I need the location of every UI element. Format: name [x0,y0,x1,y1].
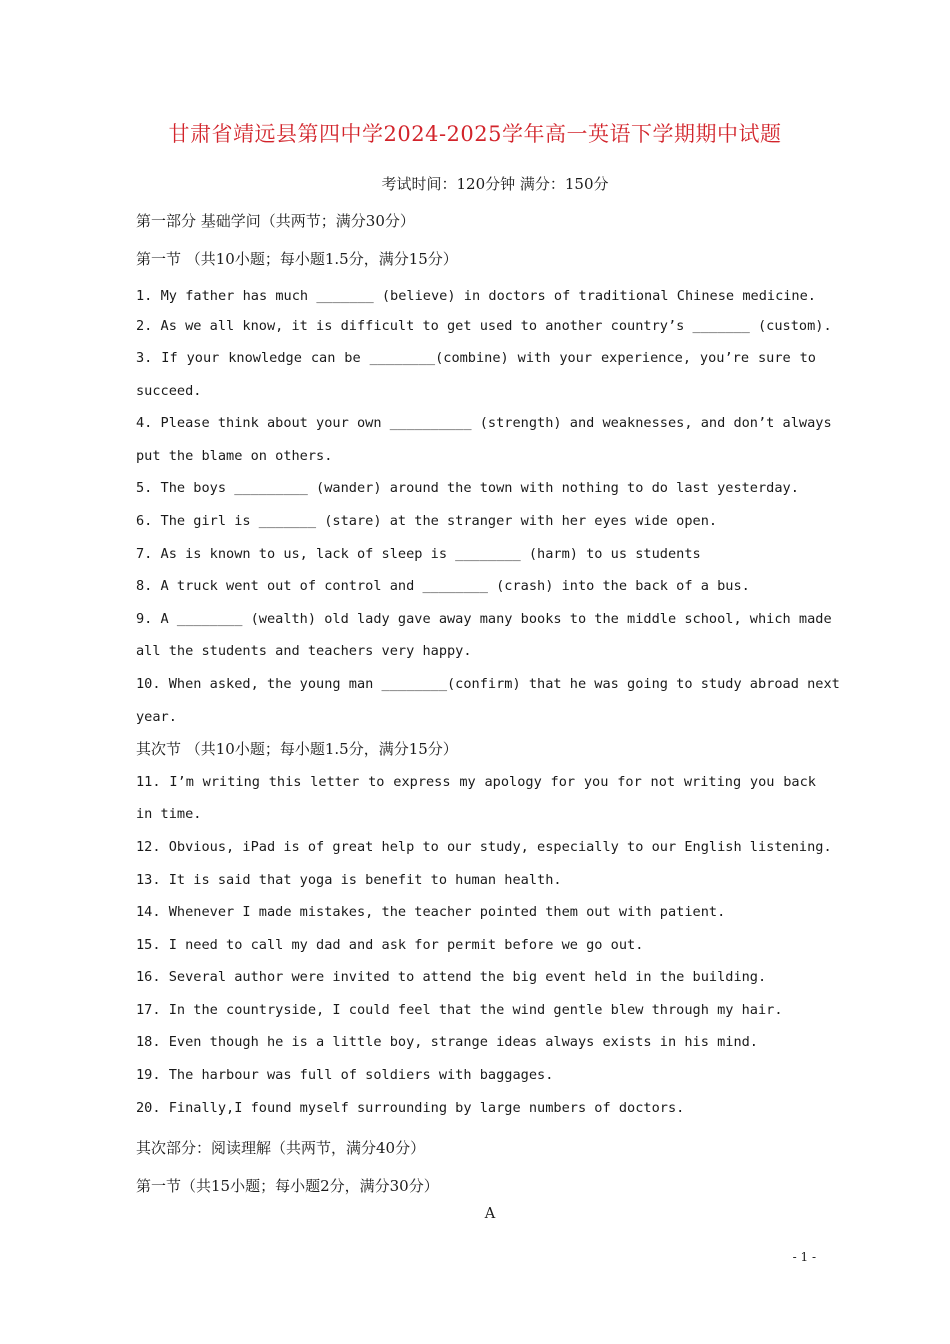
question-12: 12. Obvious, iPad is of great help to our study, especially to our English listening. [136,839,832,855]
question-10-continued: year. [136,709,177,725]
question-1: 1. My father has much _______ (believe) in doctors of traditional Chinese medicine. [136,288,816,304]
section2-heading: 其次节 （共10小题；每小题1.5分，满分15分） [136,740,458,758]
section1-heading: 第一节 （共10小题；每小题1.5分，满分15分） [136,250,458,268]
question-14: 14. Whenever I made mistakes, the teacher pointed them out with patient. [136,904,726,920]
question-10: 10. When asked, the young man ________(confirm) that he was going to study abroad next [136,676,840,692]
question-3: 3. If your knowledge can be ________(combine) with your experience, you’re sure to [136,350,816,366]
passage-label: A [484,1206,496,1222]
question-11: 11. I’m writing this letter to express my apology for you for not writing you back [136,774,816,790]
question-19: 19. The harbour was full of soldiers with baggages. [136,1067,554,1083]
question-15: 15. I need to call my dad and ask for permit before we go out. [136,937,644,953]
page-number: - 1 - [792,1250,816,1264]
exam-time-and-score: 考试时间：120分钟 满分：150分 [381,175,609,193]
question-2: 2. As we all know, it is difficult to get used to another country’s _______ (custom). [136,318,832,334]
part2-section1-heading: 第一节（共15小题；每小题2分，满分30分） [136,1177,439,1195]
question-11-continued: in time. [136,806,202,822]
question-16: 16. Several author were invited to attend the big event held in the building. [136,969,767,985]
part2-heading: 其次部分：阅读理解（共两节，满分40分） [136,1139,426,1157]
question-9: 9. A ________ (wealth) old lady gave away many books to the middle school, which made [136,611,832,627]
question-13: 13. It is said that yoga is benefit to human health. [136,872,562,888]
question-17: 17. In the countryside, I could feel that the wind gentle blew through my hair. [136,1002,783,1018]
question-4-continued: put the blame on others. [136,448,333,464]
question-5: 5. The boys _________ (wander) around the town with nothing to do last yesterday. [136,480,799,496]
question-6: 6. The girl is _______ (stare) at the stranger with her eyes wide open. [136,513,718,529]
exam-title: 甘肃省靖远县第四中学2024-2025学年高一英语下学期期中试题 [168,122,782,146]
question-20: 20. Finally,I found myself surrounding by large numbers of doctors. [136,1100,685,1116]
question-7: 7. As is known to us, lack of sleep is ________ (harm) to us students [136,546,701,562]
part1-heading: 第一部分 基础学问（共两节；满分30分） [136,212,415,230]
question-9-continued: all the students and teachers very happy. [136,643,472,659]
question-18: 18. Even though he is a little boy, strange ideas always exists in his mind. [136,1034,758,1050]
question-8: 8. A truck went out of control and ________ (crash) into the back of a bus. [136,578,750,594]
question-4: 4. Please think about your own __________ (strength) and weaknesses, and don’t always [136,415,832,431]
question-3-continued: succeed. [136,383,202,399]
